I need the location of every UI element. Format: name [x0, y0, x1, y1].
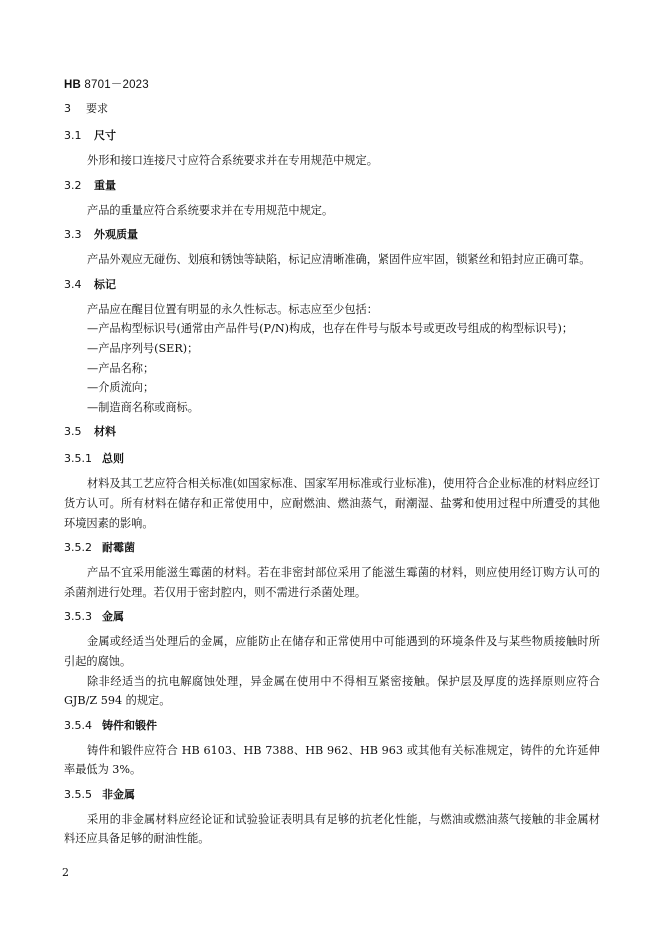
paragraph: 产品外观应无碰伤、划痕和锈蚀等缺陷，标记应清晰准确，紧固件应牢固，锁紧丝和铅封应正确可靠。 — [87, 253, 591, 267]
section-title: 材料 — [94, 425, 116, 439]
list-item: —介质流向； — [87, 381, 155, 395]
document-body — [64, 100, 600, 849]
section-heading-3-3 — [64, 226, 600, 244]
section-heading-3-4 — [64, 276, 600, 294]
section-number: 3.5.4 — [64, 718, 92, 732]
section-heading-3-5-2 — [64, 539, 600, 557]
list-item: —产品构型标识号(通常由产品件号(P/N)构成，也存在件号与版本号或更改号组成的构型标识号)； — [87, 322, 574, 336]
section-title: 标记 — [94, 277, 116, 291]
document-code — [64, 76, 149, 92]
paragraph: 产品应在醒目位置有明显的永久性标志。标志应至少包括： — [87, 302, 378, 316]
section-title: 非金属 — [102, 787, 135, 801]
paragraph: 采用的非金属材料应经论证和试验验证表明具有足够的抗老化性能，与燃油或燃油蒸气接触的非金属材料还应具备足够的耐油性能。 — [64, 812, 600, 846]
paragraph: 产品不宜采用能滋生霉菌的材料。若在非密封部位采用了能滋生霉菌的材料，则应使用经订购方认可的杀菌剂进行处理。若仅用于密封腔内，则不需进行杀菌处理。 — [64, 566, 600, 599]
section-title: 尺寸 — [94, 129, 116, 142]
section-heading-3-5-4 — [64, 717, 600, 735]
section-title: 总则 — [102, 452, 124, 466]
document-code-prefix: HB — [64, 79, 82, 91]
section-heading-3-5 — [64, 423, 600, 441]
section-title: 铸件和锻件 — [102, 718, 157, 732]
section-number: 3.1 — [64, 129, 82, 142]
section-title: 要求 — [86, 102, 108, 115]
section-number: 3.5.3 — [64, 610, 92, 624]
list-item: —产品名称； — [87, 361, 155, 375]
list-item: —制造商名称或商标。 — [87, 400, 199, 414]
section-title: 金属 — [102, 610, 124, 624]
section-number: 3.3 — [64, 228, 82, 242]
section-title: 耐霉菌 — [102, 541, 135, 555]
page-number: 2 — [62, 866, 69, 879]
paragraph: 产品的重量应符合系统要求并在专用规范中规定。 — [87, 203, 334, 217]
section-number: 3 — [64, 102, 71, 115]
document-code-number: 8701－2023 — [81, 79, 149, 91]
section-heading-3-5-1 — [64, 450, 600, 468]
section-number: 3.5.2 — [64, 541, 92, 555]
section-heading-3-5-3 — [64, 608, 600, 626]
section-heading-3-2 — [64, 177, 600, 195]
list-item: —产品序列号(SER)； — [87, 341, 199, 355]
paragraph: 除非经适当的抗电解腐蚀处理，异金属在使用中不得相互紧密接触。保护层及厚度的选择原则应符合 GJB/Z 594 的规定。 — [64, 674, 600, 708]
paragraph: 外形和接口连接尺寸应符合系统要求并在专用规范中规定。 — [87, 154, 378, 167]
section-title: 外观质量 — [94, 228, 138, 242]
section-heading-3 — [64, 100, 600, 118]
paragraph: 铸件和锻件应符合 HB 6103、HB 7388、HB 962、HB 963 或其他有关标准规定，铸件的允许延伸率最低为 3%。 — [64, 743, 600, 777]
section-number: 3.5.5 — [64, 787, 92, 801]
section-number: 3.5 — [64, 425, 82, 439]
section-number: 3.5.1 — [64, 452, 92, 466]
section-heading-3-5-5 — [64, 786, 600, 804]
paragraph: 材料及其工艺应符合相关标准(如国家标准、国家军用标准或行业标准)，使用符合企业标准的材料应经订货方认可。所有材料在储存和正常使用中，应耐燃油、燃油蒸气，耐潮湿、盐雾和使用过程中所遭受的其他环境因素的影响。 — [64, 477, 600, 530]
section-number: 3.4 — [64, 277, 82, 291]
paragraph: 金属或经适当处理后的金属，应能防止在储存和正常使用中可能遇到的环境条件及与某些物质接触时所引起的腐蚀。 — [64, 635, 600, 668]
section-number: 3.2 — [64, 178, 82, 192]
section-title: 重量 — [94, 178, 116, 192]
section-heading-3-1 — [64, 127, 600, 145]
